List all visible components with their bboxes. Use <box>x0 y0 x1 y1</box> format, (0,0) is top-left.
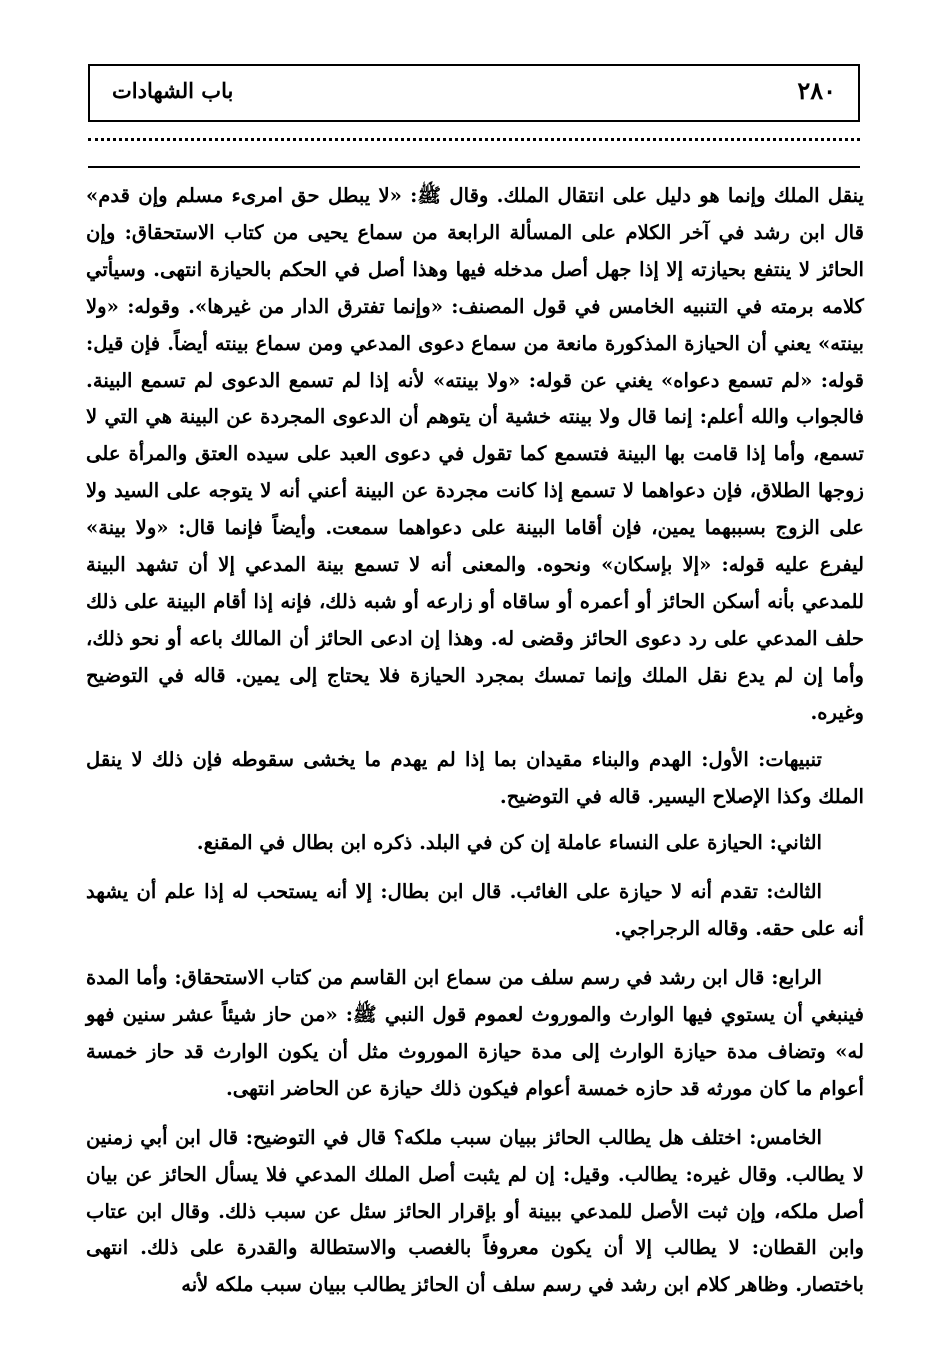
page-header <box>88 64 860 122</box>
paragraph-tanbihat-first: تنبيهات: الأول: الهدم والبناء مقيدان بما إذا لم يهدم ما يخشى سقوطه فإن ذلك لا ينقل الملك وكذا الإصلاح اليسير. قاله في التوضيح. <box>86 747 864 808</box>
paragraph-fourth: الرابع: قال ابن رشد في رسم سلف من سماع ابن القاسم من كتاب الاستحقاق: وأما المدة فينبغي أن يستوي فيها الوارث والموروث لعموم قول النبي ﷺ: «من حاز شيئاً عشر سنين فهو له» وتضاف مدة حيازة الوارث إلى مدة حيازة الموروث مثل أن يكون الوارث قد حاز خمسة أعوام ما كان مورثه قد حازه خمسة أعوام فيكون ذلك حيازة عن الحاضر انتهى. <box>86 966 864 1100</box>
page-body <box>86 178 864 1304</box>
header-rule <box>88 166 860 168</box>
dotted-divider <box>88 138 860 141</box>
chapter-title: باب الشهادات <box>112 78 234 103</box>
paragraph-third: الثالث: تقدم أنه لا حيازة على الغائب. قال ابن بطال: إلا أنه يستحب له إذا علم أن يشهد أنه على حقه. وقاله الرجراجي. <box>86 880 864 941</box>
paragraph-second: الثاني: الحيازة على النساء عاملة إن كن في البلد. ذكره ابن بطال في المقنع. <box>196 831 822 855</box>
paragraph-fifth: الخامس: اختلف هل يطالب الحائز ببيان سبب ملكه؟ قال في التوضيح: قال ابن أبي زمنين لا يطالب. وقال غيره: يطالب. وقيل: إن لم يثبت أصل الملك المدعي فلا يسأل الحائز عن بيان أصل ملكه، وإن ثبت الأصل للمدعي ببينة أو بإقرار الحائز سئل عن سبب ذلك. وقال ابن عتاب وابن القطان: لا يطالب إلا أن يكون معروفاً بالغصب والاستطالة والقدرة على ذلك. انتهى باختصار. وظاهر كلام ابن رشد في رسم سلف أن الحائز يطالب ببيان سبب ملكه لأنه <box>86 1125 864 1297</box>
page-number: ٢٨٠ <box>797 76 836 105</box>
paragraph-main: ينقل الملك وإنما هو دليل على انتقال الملك. وقال ﷺ: «لا يبطل حق امرىء مسلم وإن قدم» قال ابن رشد في آخر الكلام على المسألة الرابعة من سماع يحيى من كتاب الاستحقاق: وإن الحائز لا ينتفع بحيازته إلا إذا جهل أصل مدخله فيها وهذا أصل في الحكم بالحيازة انتهى. وسيأتي كلامه برمته في التنبيه الخامس في قول المصنف: «وإنما تفترق الدار من غيرها». وقوله: «ولا بينته» يعني أن الحيازة المذكورة مانعة من سماع دعوى المدعي ومن سماع بينته أيضاً. فإن قيل: قوله: «لم تسمع دعواه» يغني عن قوله: «ولا بينته» لأنه إذا لم تسمع الدعوى لم تسمع البينة. فالجواب والله أعلم: إنما قال ولا بينته خشية أن يتوهم أن الدعوى المجردة عن البينة هي التي لا تسمع، وأما إذا قامت بها البينة فتسمع كما تقول في دعوى العبد على سيده العتق والمرأة على زوجها الطلاق، فإن دعواهما لا تسمع إذا كانت مجردة عن البينة أعني أنه لا يتوجه على السيد ولا على الزوج بسببهما يمين، فإن أقاما البينة على دعواهما سمعت. وأيضاً فإنما قال: «ولا بينة» ليفرع عليه قوله: «إلا بإسكان» ونحوه. والمعنى أنه لا تسمع بينة المدعي إلا أن تشهد البينة للمدعي بأنه أسكن الحائز أو أعمره أو ساقاه أو زارعه أو شبه ذلك، فإنه إذا أقام البينة على ذلك حلف المدعي على رد دعوى الحائز وقضى له. وهذا إن ادعى الحائز أن المالك باعه أو نحو ذلك، وأما إن لم يدع نقل الملك وإنما تمسك بمجرد الحيازة فلا يحتاج إلى يمين. قاله في التوضيح وغيره. <box>86 184 864 724</box>
